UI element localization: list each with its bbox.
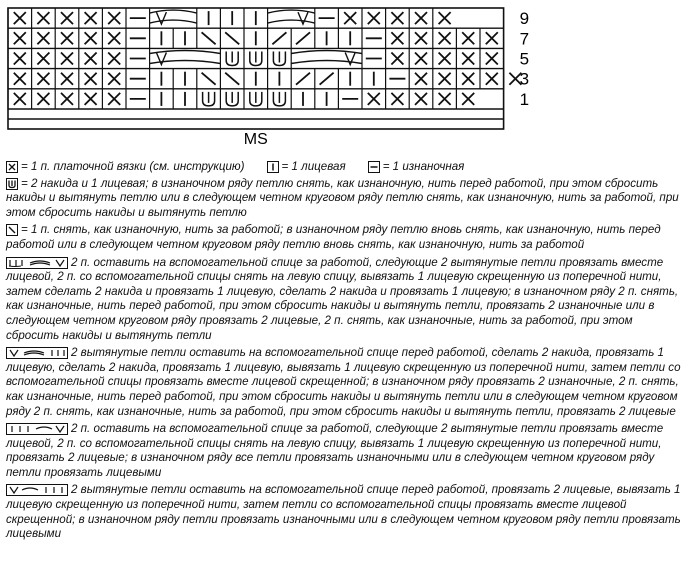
cable-right-4-icon [6,257,68,269]
row-number: 5 [519,49,530,69]
legend-item-cable-right-2: 2 п. оставить на вспомогательной спице за работой, следующие 2 вытянутые петли провязать вместе лицевой, 2 п. со вспомогательной спицы снять на левую спицу, вывязать 1 лицевую скрещенную из поперечной нити, провязать 2 лицевые; в изнаночном ряду все петли провязать изнаночными или в следующем четном круговом ряду петли провязать лицевыми [6,422,664,479]
legend-item-cable-left-2: 2 вытянутые петли оставить на вспомогательной спице перед работой, провязать 2 лицевые, вывязать 1 лицевую скрещенную из поперечной нити, затем петли со вспомогательной спицы провязать вместе лицевой скрещенной; в изнаночном ряду петли провязать изнаночными или в следующем четном круговом ряду петли провязать лицевыми [6,483,681,541]
garter-stitch-icon [6,161,18,173]
legend-item-knit: = 1 лицевая [267,160,346,175]
legend-item-cable-right-4: 2 п. оставить на вспомогательной спице за работой, следующие 2 вытянутые петли провязать вместе лицевой, 2 п. со вспомогательной спицы снять на левую спицу, вывязать 1 лицевую скрещенную из поперечной нити, затем сделать 2 накида и провязать 1 лицевую, сделать 2 накида и провязать 1 лицевую; в изнаночном ряду 2 п. снять, как изнаночные, нить перед работой, при этом сбросить накиды и вытянуть петли, провязать 2 изнаночные или в следующем четном круговом ряду провязать 2 лицевые, 2 п. снять, как изнаночные, нить за работой, при этом сбросить накиды и вытянуть петли [6,255,679,342]
legend-item-cable-left-4: 2 вытянутые петли оставить на вспомогательной спице перед работой, сделать 2 накида, провязать 1 лицевую, сделать 2 накида, провязать 1 лицевую, вывязать 1 лицевую скрещенную из поперечной нити, затем петли со вспомогательной спицы провязать вместе лицевой скрещенной; в изнаночном ряду провязать 2 изнаночные, 2 п. снять, как изнаночные, нить перед работой, при этом сбросить накиды и вытянуть петли или в следующем четном круговом ряду 2 п. снять, как изнаночные, нить за работой, при этом сбросить накиды и вытянуть петли, провязать 2 лицевые [6,346,681,418]
row-number: 1 [519,89,530,109]
purl-stitch-icon [368,161,380,173]
chart-title: MS [243,131,268,148]
cable-left-2-icon [6,484,68,496]
cable-left-4-icon [6,347,68,359]
row-number: 3 [519,69,530,89]
row-number: 9 [519,9,530,29]
legend-item-garter: = 1 п. платочной вязки (см. инструкцию) [6,160,245,175]
knitting-chart [0,0,690,160]
row-number: 7 [519,29,530,49]
legend-item-slip: = 1 п. снять, как изнаночную, нить за работой; в изнаночном ряду петлю вновь снять, как изнаночную, нить перед работой или в следующем четном круговом ряду петлю вновь снять, как изнаночную, нить за работой [6,223,661,251]
double-yarn-over-icon [6,178,18,190]
legend [6,160,686,545]
knit-stitch-icon [267,161,279,173]
legend-item-purl: = 1 изнаночная [368,160,465,175]
legend-item-yo2: = 2 накида и 1 лицевая; в изнаночном ряду петлю снять, как изнаночную, нить перед работой, при этом сбросить накиды и вытянуть петлю или в следующем четном круговом ряду петлю снять, как изнаночную, нить за работой, при этом сбросить накиды и вытянуть петлю [6,176,679,219]
legend-row-basic [6,160,686,175]
slip-stitch-icon [6,224,18,236]
cable-right-2-icon [6,423,68,435]
